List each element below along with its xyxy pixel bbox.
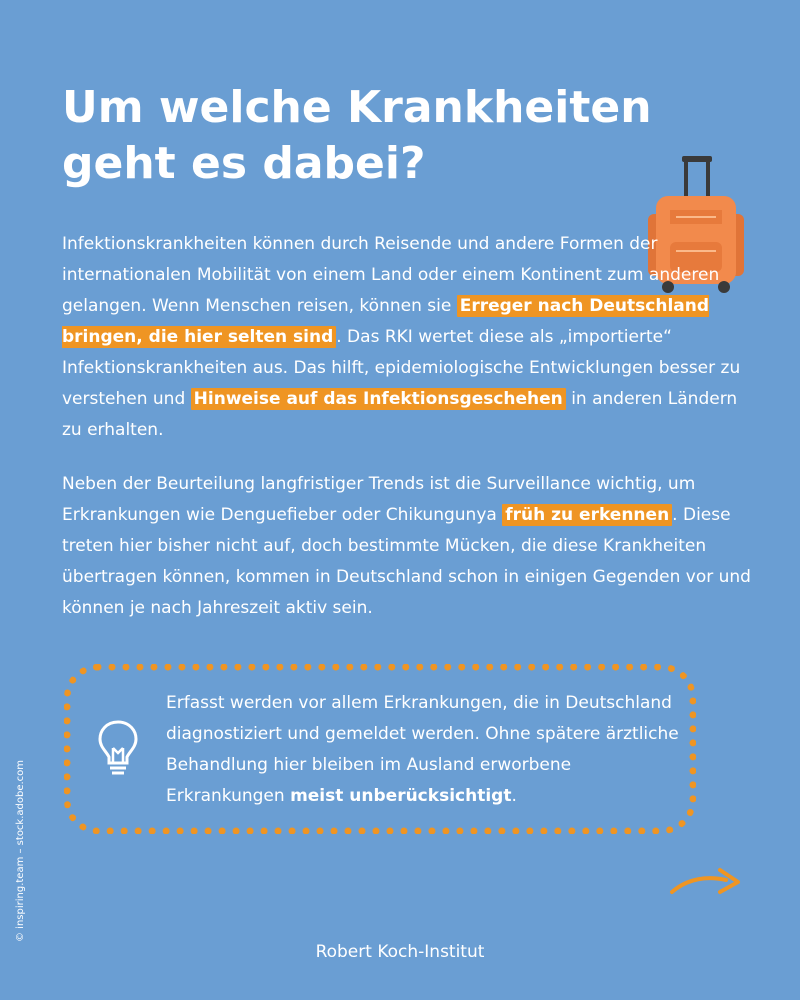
info-text-1: Erfasst werden vor allem Erkrankungen, die in Deutschland diagnostiziert und gemeldet werden. Ohne spätere ärztliche Behandlung hier bleiben im Ausland erworbene Erkrankungen <box>166 693 679 806</box>
info-text-bold: meist unberücksichtigt <box>290 786 512 806</box>
lightbulb-icon <box>96 718 140 778</box>
info-text-2: . <box>511 786 517 806</box>
intro-text-1: Infektionskrankheiten können durch Reisende und andere Formen der internationalen Mobilität von einem Land oder einem Kontinent zum anderen gelangen. Wenn Menschen reisen, können sie <box>62 234 720 316</box>
highlight-frueh: früh zu erkennen <box>502 504 672 526</box>
surveillance-text-1: Neben der Beurteilung langfristiger Trends ist die Surveillance wichtig, um Erkrankungen wie Denguefieber oder Chikungunya <box>62 474 696 525</box>
info-box-text <box>166 688 686 812</box>
title-line-1: Um welche Krankheiten <box>62 82 652 133</box>
intro-paragraph <box>62 229 752 446</box>
page-title <box>62 80 662 192</box>
intro-text-3: in anderen Ländern zu erhalten. <box>62 389 738 440</box>
footer-institute: Robert Koch-Institut <box>315 942 485 962</box>
image-credit: © inspiring.team – stock.adobe.com <box>15 759 26 942</box>
arrow-right-icon[interactable] <box>668 866 742 898</box>
highlight-hinweise: Hinweise auf das Infektionsgeschehen <box>191 388 566 410</box>
intro-text-2: . Das RKI wertet diese als „importierte“ Infektionskrankheiten aus. Das hilft, epidemiologische Entwicklungen besser zu verstehen und <box>62 327 741 409</box>
surveillance-paragraph <box>62 469 762 624</box>
highlight-erreger: Erreger nach Deutschland bringen, die hier selten sind <box>62 296 710 347</box>
surveillance-text-2: . Diese treten hier bisher nicht auf, doch bestimmte Mücken, die diese Krankheiten übertragen können, kommen in Deutschland schon in einigen Gegenden vor und können je nach Jahreszeit aktiv sein. <box>62 505 751 618</box>
title-line-2: geht es dabei? <box>62 138 426 189</box>
